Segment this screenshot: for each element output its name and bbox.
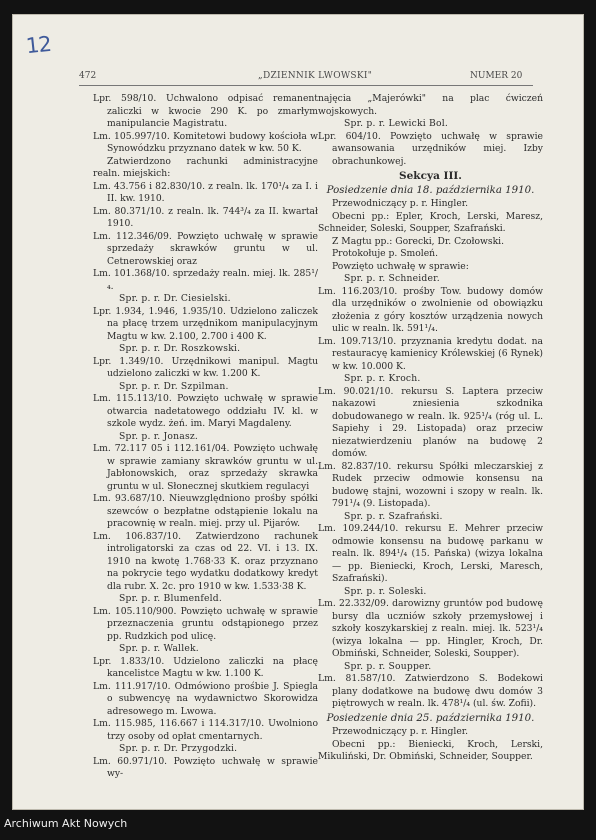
- resolution-entry: Lm. 43.756 i 82.830/10. z realn. lk. 170¹/₄ za I. i II. kw. 1910.: [93, 180, 318, 204]
- rapporteur-line: Spr. p. r. Jonasz.: [119, 430, 199, 442]
- archive-label: Archiwum Akt Nowych: [4, 817, 128, 830]
- rapporteur-line: Spr. p. r. Dr. Szpilman.: [119, 380, 229, 392]
- page-number: 472: [79, 71, 97, 81]
- resolution-entry: Lpr. 1.934, 1.946, 1.935/10. Udzielono zaliczek na płacę trzem urzędnikom manipulacyjnym Magtu w kw. 2.100, 2.700 i 400 K.: [93, 305, 318, 342]
- resolution-entry: Lm. 101.368/10. sprzedaży realn. miej. lk. 285¹/₄.: [93, 268, 318, 292]
- resolution-entry: Lpr. 598/10. Uchwalono odpisać remanent zaliczki w kwocie 290 K. po zmarłym manipulancie Magistratu.: [93, 93, 318, 129]
- resolution-entry: Lm. 115.985, 116.667 i 114.317/10. Uwolniono trzy osoby od opłat cmentarnych.: [93, 718, 318, 742]
- rapporteur-line: Spr. p. r. Soupper.: [344, 660, 432, 672]
- resolution-entry: Lm. 105.110/900. Powzięto uchwałę w sprawie przeznaczenia gruntu odstąpionego przez pp. Rudzkich pod ulicę.: [93, 605, 318, 642]
- rapporteur-line: Spr. p. r. Schneider.: [344, 273, 440, 284]
- paragraph: Protokołuje p. Smoleń.: [332, 248, 439, 259]
- resolution-entry: Lm. 22.332/09. darowizny gruntów pod budowę bursy dla uczniów szkoły przemysłowej i szkoły koszykarskiej z realn. miej. lk. 523¹/₄ (wizya lokalna — pp. Hingler, Kroch, Dr. Obmiński, Schneider, Soleski, Soupper).: [318, 598, 543, 659]
- session-heading: Posiedzenie dnia 18. października 1910.: [326, 184, 535, 196]
- right-column: [318, 93, 543, 764]
- resolution-entry: Lm. 72.117 05 i 112.161/04. Powzięto uchwałę w sprawie zamiany skrawków gruntu w ul. Jabłonowskich, oraz sprzedaży skrawka gruntu w ul. Słonecznej skutkiem regulacyi: [93, 443, 318, 492]
- rapporteur-line: Spr. p. r. Soleski.: [344, 585, 427, 597]
- paragraph: najęcia „Majerówki" na plac ćwiczeń wojskowych.: [318, 93, 543, 117]
- paragraph: Zatwierdzono rachunki administracyjne realn. miejskich:: [93, 155, 318, 179]
- paragraph: Obecni pp.: Epler, Kroch, Lerski, Maresz, Schneider, Soleski, Soupper, Szafrański.: [318, 210, 543, 234]
- resolution-entry: Lm. 81.587/10. Zatwierdzono S. Bodekowi plany dodatkowe na budowę dwu domów 3 piętrowych w realn. lk. 478¹/₄ (ul. św. Zofii).: [318, 673, 543, 709]
- rapporteur-line: Spr. p. r. Dr. Przygodzki.: [119, 743, 238, 754]
- rapporteur-line: Spr. p. r. Dr. Ciesielski.: [119, 293, 231, 304]
- paragraph: Obecni pp.: Bieniecki, Kroch, Lerski, Mikuliński, Dr. Obmiński, Schneider, Soupper.: [318, 738, 543, 762]
- rapporteur-line: Spr. p. r. Lewicki Bol.: [344, 118, 448, 129]
- resolution-entry: Lm. 93.687/10. Nieuwzględniono prośby spółki szewców o bezpłatne odstąpienie lokalu na pracownię w realn. miej. przy ul. Pijarów.: [93, 493, 318, 529]
- rapporteur-line: Spr. p. r. Blumenfeld.: [119, 593, 222, 604]
- resolution-entry: Lpr. 604/10. Powzięto uchwałę w sprawie awansowania urzędników miej. Izby obrachunkowej.: [318, 130, 543, 167]
- resolution-entry: Lm. 109.713/10. przyznania kredytu dodat. na restauracyę kamienicy Królewskiej (6 Rynek) w kw. 10.000 K.: [318, 335, 543, 372]
- rapporteur-line: Spr. p. r. Wallek.: [119, 643, 199, 654]
- resolution-entry: Lm. 80.371/10. z realn. lk. 744³/₄ za II. kwartał 1910.: [93, 205, 318, 229]
- resolution-entry: Lm. 105.997/10. Komitetowi budowy kościoła w Synowódzku przyznano datek w kw. 50 K.: [93, 130, 318, 154]
- paragraph: Z Magtu pp.: Gorecki, Dr. Czołowski.: [332, 235, 504, 247]
- resolution-entry: Lm. 60.971/10. Powzięto uchwałę w sprawie wy-: [93, 755, 318, 779]
- archive-footer-bar: [0, 812, 596, 840]
- paragraph: Przewodniczący p. r. Hingler.: [332, 726, 469, 737]
- resolution-entry: Lm. 82.837/10. rekursu Spółki mleczarskiej z Rudek przeciw odmowie konsensu na budowę stajni, wozowni i szopy w realn. lk. 791¹/₄ (9. Listopada).: [318, 460, 543, 509]
- journal-title: „DZIENNIK LWOWSKI": [258, 71, 373, 81]
- left-column: [93, 93, 318, 781]
- resolution-entry: Lm. 90.021/10. rekursu S. Laptera przeciw nakazowi zniesienia szkodnika dobudowanego w realn. lk. 925¹/₄ (róg ul. L. Sapiehy i 29. Listopada) oraz przeciw niezatwierdzeniu planów na budowę 2 domów.: [318, 385, 543, 459]
- header-divider: [79, 85, 533, 86]
- issue-number: NUMER 20: [470, 71, 523, 81]
- resolution-entry: Lm. 111.917/10. Odmówiono prośbie J. Spiegla o subwencyę na wydawnictwo Skorowidza adresowego m. Lwowa.: [93, 680, 318, 717]
- resolution-entry: Lm. 112.346/09. Powzięto uchwałę w sprawie sprzedaży skrawków gruntu w ul. Cetnerowskiej oraz: [93, 230, 318, 267]
- rapporteur-line: Spr. p. r. Dr. Roszkowski.: [119, 343, 241, 354]
- resolution-entry: Lm. 109.244/10. rekursu E. Mehrer przeciw odmowie konsensu na budowę parkanu w realn. lk. 894¹/₄ (15. Pańska) (wizya lokalna — pp. Bieniecki, Kroch, Lerski, Maresch, Szafrański).: [318, 523, 543, 584]
- handwritten-page-number: 12: [24, 31, 52, 59]
- rapporteur-line: Spr. p. r. Szafrański.: [344, 510, 443, 522]
- rapporteur-line: Spr. p. r. Kroch.: [344, 373, 421, 384]
- resolution-entry: Lm. 115.113/10. Powzięto uchwałę w sprawie otwarcia nadetatowego oddziału IV. kl. w szkole wydz. żeń. im. Maryi Magdaleny.: [93, 393, 318, 429]
- resolution-entry: Lm. 106.837/10. Zatwierdzono rachunek introligatorski za czas od 22. VI. i 13. IX. 1910 na kwotę 1.768·33 K. oraz przyznano na pokrycie tego wydatku dodatkowy kredyt dla rubr. X. 2c. pro 1910 w kw. 1.533·38 K.: [93, 530, 318, 592]
- paragraph: Przewodniczący p. r. Hingler.: [332, 198, 469, 209]
- resolution-entry: Lpr. 1.833/10. Udzielono zaliczki na płacę kancelistce Magtu w kw. 1.100 K.: [93, 655, 318, 679]
- session-heading: Posiedzenie dnia 25. października 1910.: [326, 712, 535, 724]
- paragraph: Powzięto uchwałę w sprawie:: [332, 260, 469, 272]
- resolution-entry: Lpr. 1.349/10. Urzędnikowi manipul. Magtu udzielono zaliczki w kw. 1.200 K.: [93, 355, 318, 379]
- resolution-entry: Lm. 116.203/10. prośby Tow. budowy domów dla urzędników o zwolnienie od obowiązku złożenia z góry kosztów urządzenia nowych ulic w realn. lk. 591¹/₄.: [318, 285, 543, 334]
- section-heading: Sekcya III.: [399, 170, 462, 182]
